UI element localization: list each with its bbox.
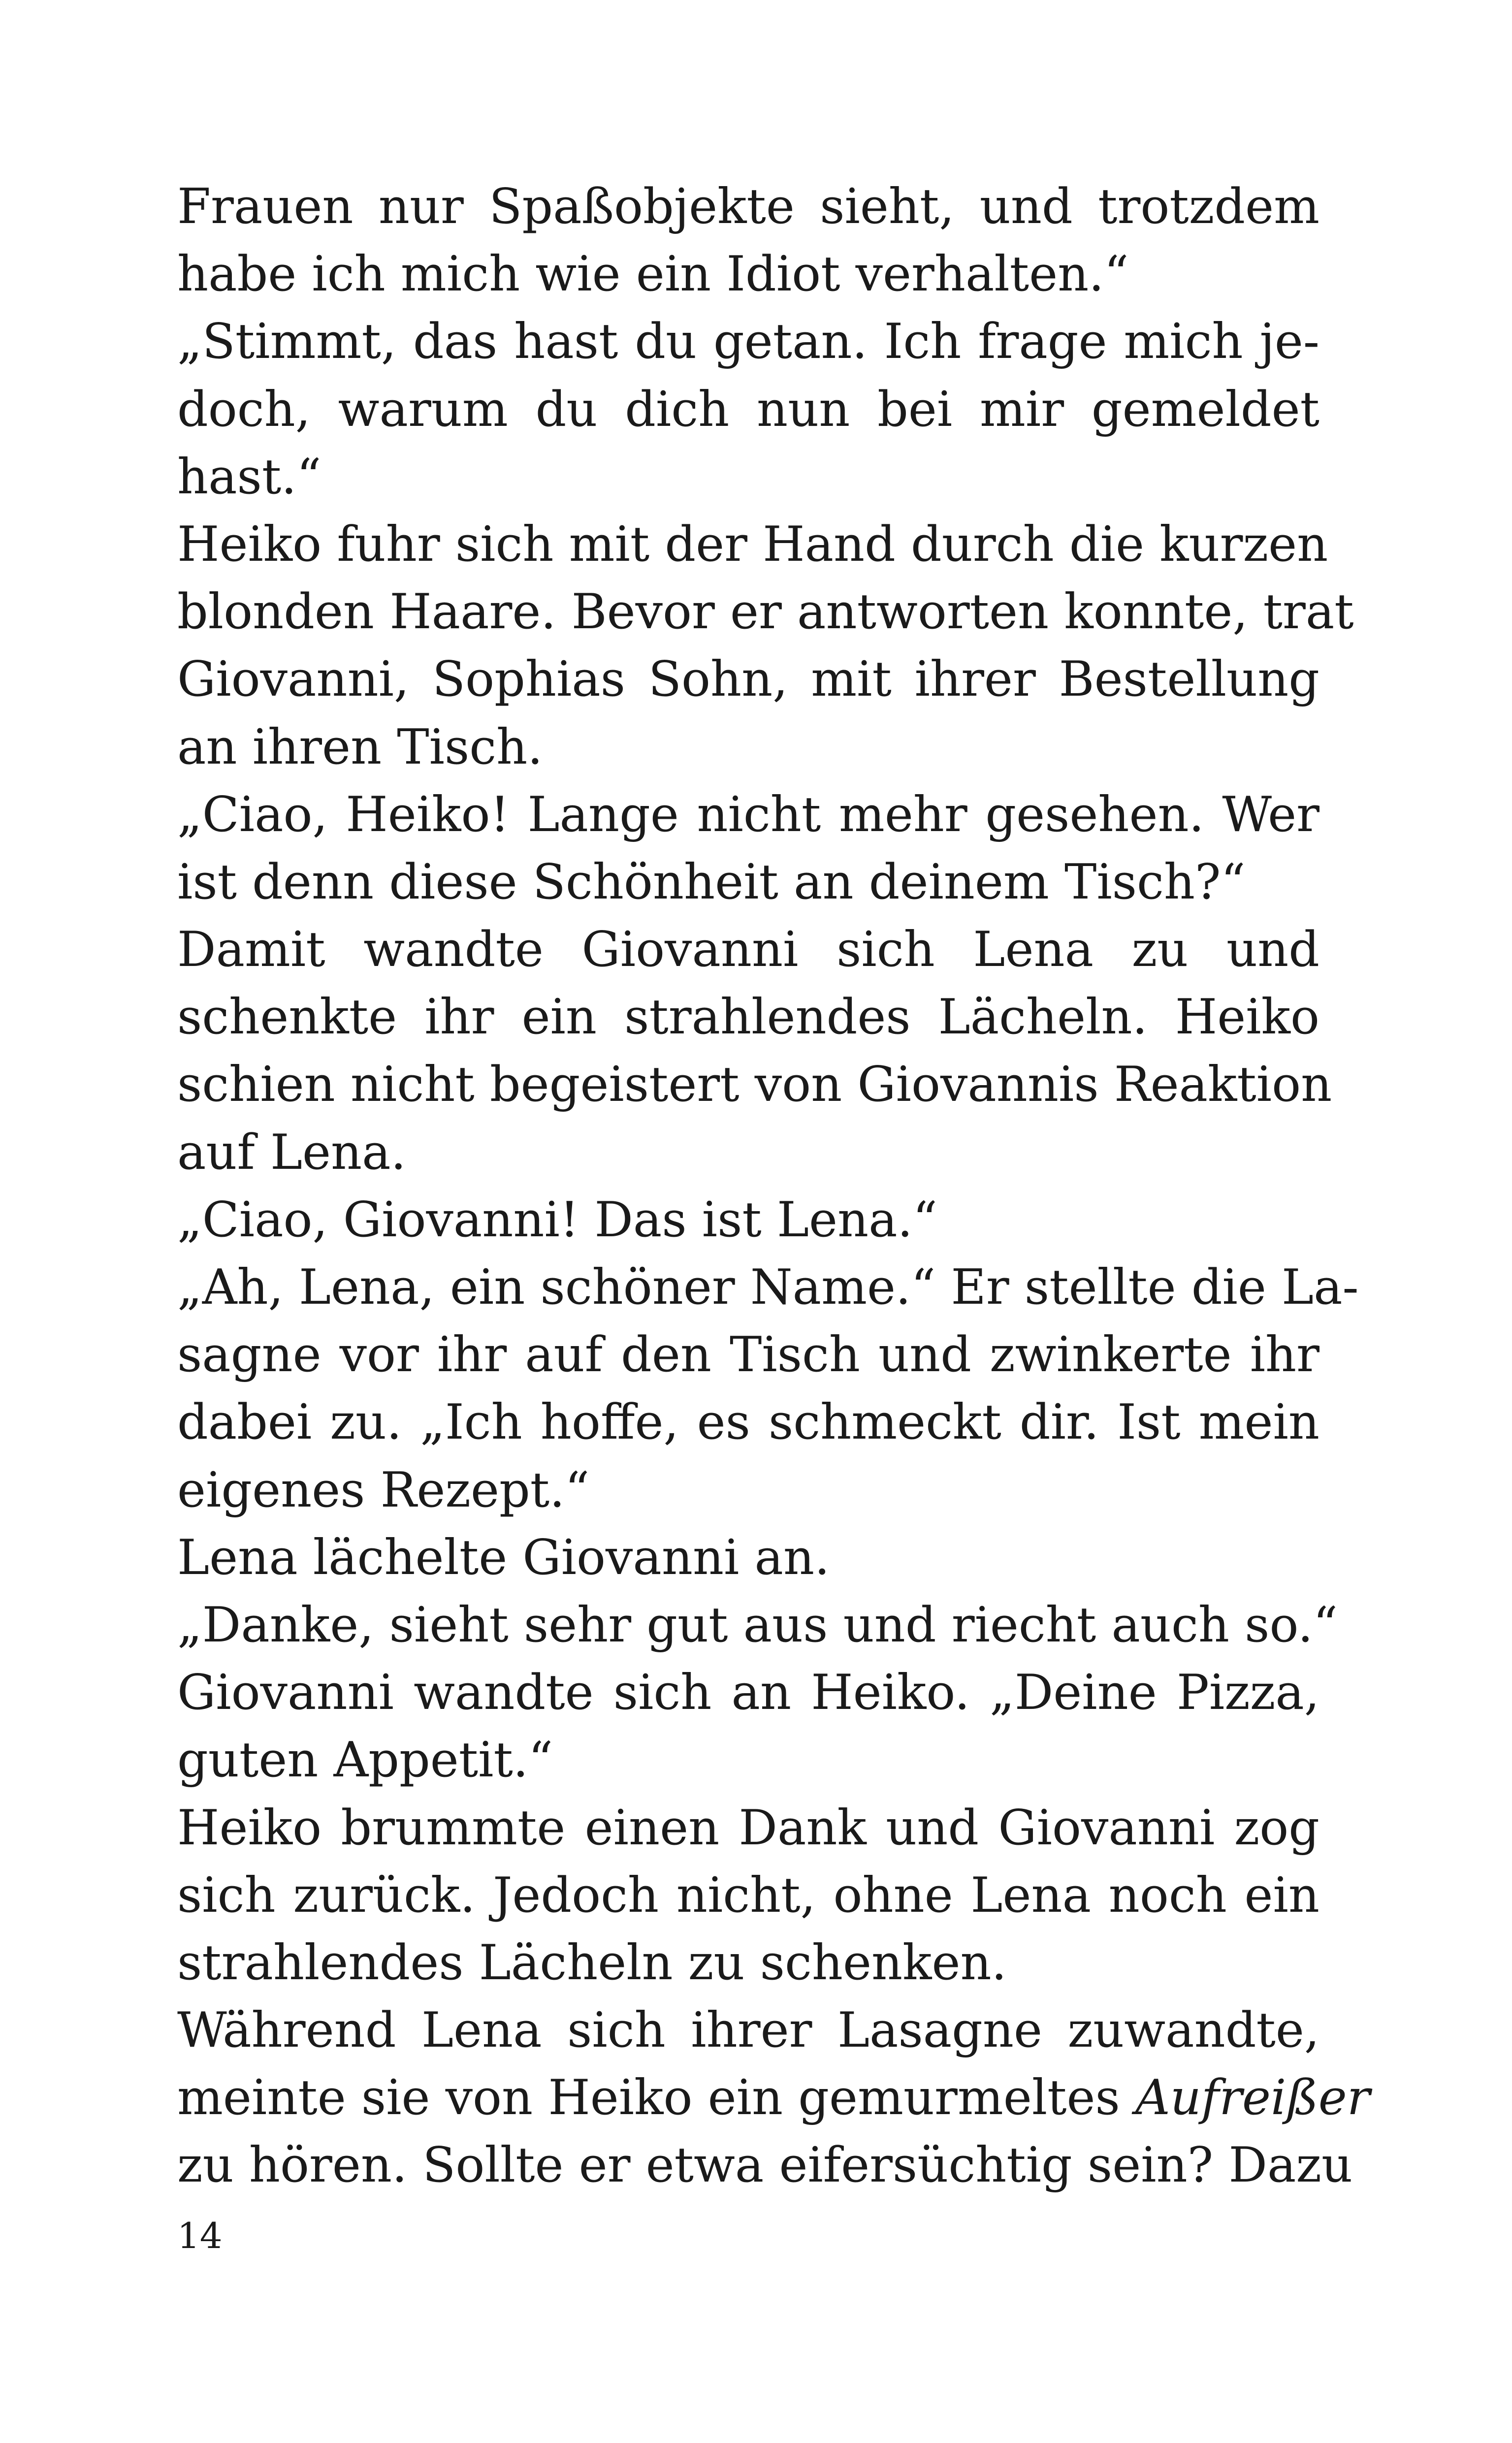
text-line-19: dabei zu. „Ich hoffe, es schmeckt dir. Ist mein: [177, 1394, 1319, 1451]
body-text: [177, 173, 1370, 2200]
text-line-1: Frauen nur Spaßobjekte sieht, und trotzdem: [177, 179, 1319, 235]
text-line-4: doch, warum du dich nun bei mir gemeldet: [177, 381, 1319, 438]
text-line-10: „Ciao, Heiko! Lange nicht mehr gesehen. Wer: [177, 786, 1319, 843]
text-line-7: blonden Haare. Bevor er antworten konnte, trat: [177, 584, 1354, 641]
text-line-9: an ihren Tisch.: [177, 719, 543, 775]
text-line-29: [177, 2064, 1370, 2132]
text-line-23: Giovanni wandte sich an Heiko. „Deine Pizza,: [177, 1665, 1319, 1721]
text-line-22: „Danke, sieht sehr gut aus und riecht auch so.“: [177, 1597, 1338, 1653]
text-line-24: guten Appetit.“: [177, 1732, 553, 1789]
italic-word: Aufreißer: [1135, 2070, 1370, 2126]
text-line-13: schenkte ihr ein strahlendes Lächeln. Heiko: [177, 989, 1319, 1046]
text-line-6: Heiko fuhr sich mit der Hand durch die kurzen: [177, 516, 1328, 573]
text-line-16: „Ciao, Giovanni! Das ist Lena.“: [177, 1191, 937, 1248]
text-line-5: hast.“: [177, 449, 322, 505]
text-line-26: sich zurück. Jedoch nicht, ohne Lena noch ein: [177, 1867, 1319, 1924]
text-line-14: schien nicht begeistert von Giovannis Reaktion: [177, 1057, 1332, 1113]
text-line-29-regular: meinte sie von Heiko ein gemurmeltes: [177, 2070, 1135, 2126]
text-line-11: ist denn diese Schönheit an deinem Tisch?“: [177, 854, 1246, 910]
text-line-12: Damit wandte Giovanni sich Lena zu und: [177, 922, 1319, 978]
text-line-25: Heiko brummte einen Dank und Giovanni zog: [177, 1800, 1319, 1856]
text-line-20: eigenes Rezept.“: [177, 1462, 590, 1518]
text-line-27: strahlendes Lächeln zu schenken.: [177, 1934, 1007, 1991]
text-line-30: zu hören. Sollte er etwa eifersüchtig sein? Dazu: [177, 2137, 1353, 2194]
text-line-18: sagne vor ihr auf den Tisch und zwinkerte ihr: [177, 1327, 1319, 1383]
text-line-3: „Stimmt, das hast du getan. Ich frage mich je-: [177, 314, 1319, 370]
text-line-21: Lena lächelte Giovanni an.: [177, 1529, 830, 1586]
text-line-8: Giovanni, Sophias Sohn, mit ihrer Bestellung: [177, 651, 1319, 708]
text-line-28: Während Lena sich ihrer Lasagne zuwandte,: [177, 2002, 1319, 2059]
text-line-17: „Ah, Lena, ein schöner Name.“ Er stellte die La-: [177, 1259, 1359, 1316]
text-line-15: auf Lena.: [177, 1124, 406, 1181]
text-line-2: habe ich mich wie ein Idiot verhalten.“: [177, 246, 1129, 303]
page-number: 14: [177, 2215, 223, 2256]
